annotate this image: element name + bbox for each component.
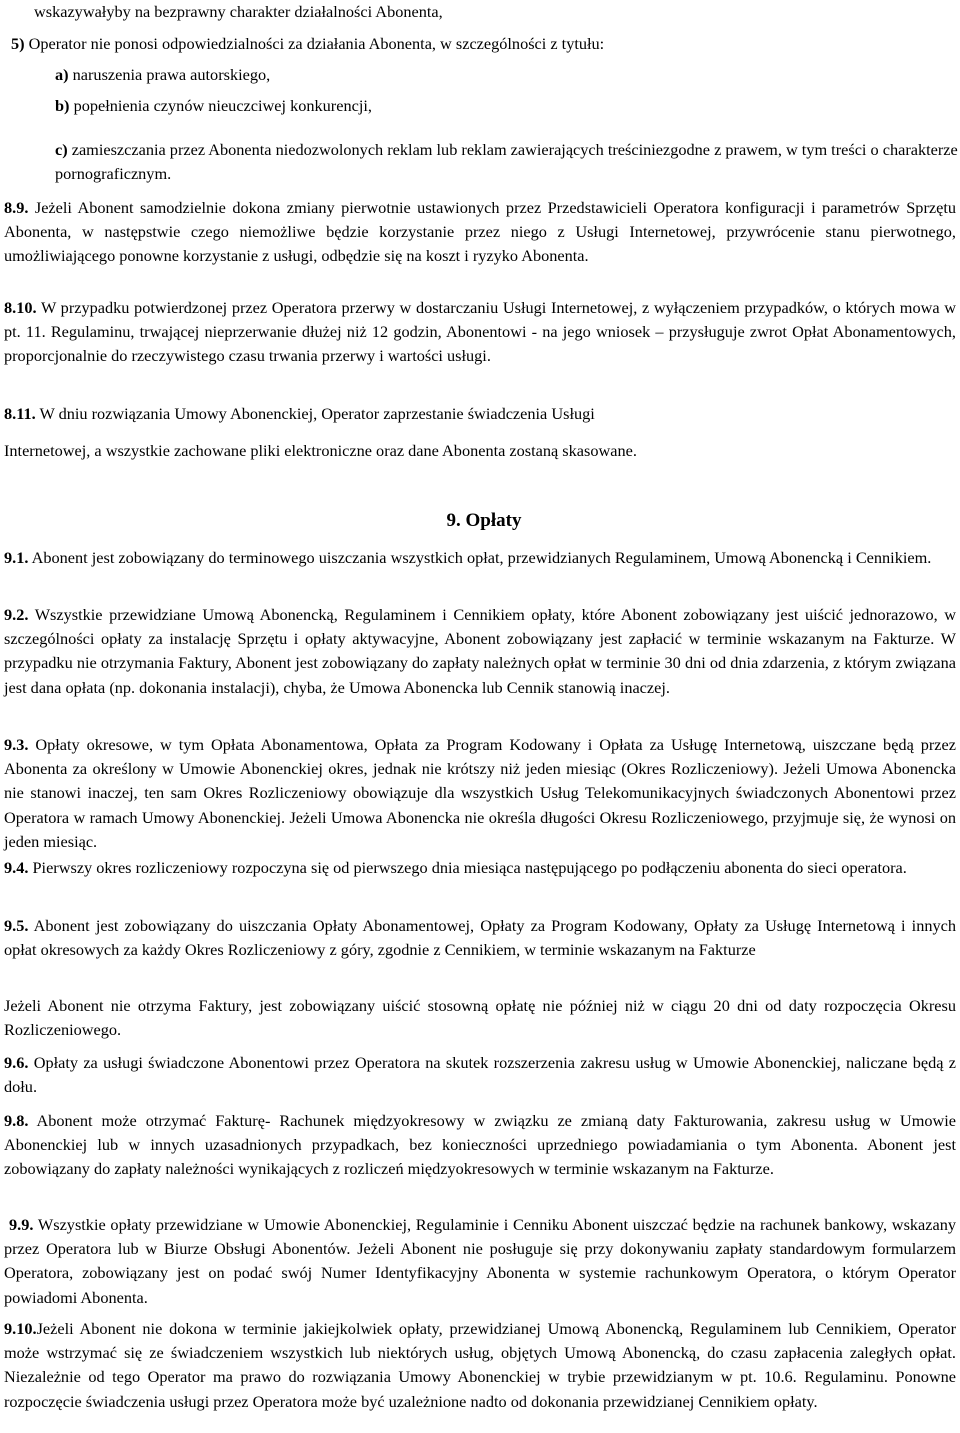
clause-number: 8.11.	[4, 404, 36, 423]
item-letter: c)	[55, 140, 68, 159]
clause-text: W dniu rozwiązania Umowy Abonenckiej, Operator zaprzestanie świadczenia Usługi	[39, 404, 595, 423]
clause-text: Pierwszy okres rozliczeniowy rozpoczyna się od pierwszego dnia miesiąca następującego po podłączeniu abonenta do sieci operatora.	[32, 858, 907, 877]
clause-text: Opłaty za usługi świadczone Abonentowi przez Operatora na skutek rozszerzenia zakresu usług w Umowie Abonenckiej, naliczane będą z dołu.	[4, 1053, 956, 1097]
clause-number: 9.4.	[4, 858, 29, 877]
list-item	[55, 94, 955, 118]
clause-number: 9.8.	[4, 1111, 29, 1130]
item-text: zamieszczania przez Abonenta niedozwolonych reklam lub reklam zawierających treściniezgodne z prawem, w tym treści o charakterze pornograficznym.	[55, 140, 958, 184]
clause-text: Jeżeli Abonent samodzielnie dokona zmiany pierwotnie ustawionych przez Przedstawicieli Operatora konfiguracji i parametrów Sprzętu Abonenta, w następstwie czego niemożliwe będzie korzystanie przez niego z Usługi Internetowej, przywrócenie stanu pierwotnego, umożliwiającego ponowne korzystanie z usługi, odbędzie się na koszt i ryzyko Abonenta.	[4, 198, 956, 266]
paragraph	[4, 994, 956, 1042]
clause-text: W przypadku potwierdzonej przez Operatora przerwy w dostarczaniu Usługi Internetowej, z wyłączeniem przypadków, o których mowa w pt. 11. Regulaminu, trwającej nieprzerwanie dłużej niż 12 godzin, Abonentowi - na jego wniosek – przysługuje zwrot Opłat Abonamentowych, proporcjonalnie do rzeczywistego czasu trwania przerwy i wartości usługi.	[4, 298, 956, 366]
paragraph-text: Jeżeli Abonent nie otrzyma Faktury, jest zobowiązany uiścić stosowną opłatę nie później niż w ciągu 20 dni od daty rozpoczęcia Okresu Rozliczeniowego.	[4, 996, 956, 1040]
list-item	[11, 32, 956, 56]
item-letter: b)	[55, 96, 70, 115]
clause-9-1	[4, 546, 956, 570]
clause-number: 9.9.	[9, 1215, 34, 1234]
clause-text: Abonent może otrzymać Fakturę- Rachunek międzyokresowy w związku ze zmianą daty Fakturowania, zakresu usług w Umowie Abonenckiej lub w innych uzasadnionych przypadkach, bez konieczności uprzedniego powiadamiania o tym Abonenta. Abonent jest zobowiązany do zapłaty należności wynikających z rozliczeń międzyokresowych w terminie wskazanym na Fakturze.	[4, 1111, 957, 1179]
clause-number: 8.9.	[4, 198, 29, 217]
clause-number: 9.10.	[4, 1319, 37, 1338]
clause-9-4	[4, 856, 956, 880]
clause-number: 8.10.	[4, 298, 37, 317]
clause-8-9	[4, 196, 956, 269]
clause-8-10	[4, 296, 956, 369]
clause-number: 9.3.	[4, 735, 29, 754]
paragraph-text: Internetowej, a wszystkie zachowane pliki elektroniczne oraz dane Abonenta zostaną skasowane.	[4, 441, 637, 460]
clause-text: Opłaty okresowe, w tym Opłata Abonamentowa, Opłata za Program Kodowany i Opłata za Usługę Internetową, uiszczane będą przez Abonenta za określony w Umowie Abonenckiej okres, jednak nie krótszy niż jeden miesiąc (Okres Rozliczeniowy). Jeżeli Umowa Abonencka nie stanowi inaczej, ten sam Okres Rozliczeniowy obowiązuje dla wszystkich Usług Telekomunikacyjnych świadczonych Abonentowi przez Operatora w ramach Umowy Abonenckiej. Jeżeli Umowa Abonencka nie określa długości Okresu Rozliczeniowego, przyjmuje się, że wynosi on jeden miesiąc.	[4, 735, 956, 851]
clause-number: 9.5.	[4, 916, 29, 935]
section-heading: 9. Opłaty	[446, 510, 522, 531]
clause-text: Abonent jest zobowiązany do uiszczania Opłaty Abonamentowej, Opłaty za Program Kodowany, Opłaty za Usługę Internetową i innych opłat okresowych za każdy Okres Rozliczeniowy z góry, zgodnie z Cennikiem, w terminie wskazanym na Fakturze	[4, 916, 956, 960]
item-text: naruszenia prawa autorskiego,	[72, 65, 271, 84]
clause-9-10	[4, 1317, 956, 1414]
item-letter: a)	[55, 65, 69, 84]
list-item	[55, 138, 960, 186]
clause-9-5	[4, 914, 956, 962]
paragraph-text: wskazywałyby na bezprawny charakter działalności Abonenta,	[34, 2, 443, 21]
clause-number: 9.1.	[4, 548, 29, 567]
clause-8-11	[4, 402, 956, 426]
clause-9-3	[4, 733, 956, 854]
clause-9-8	[4, 1109, 956, 1182]
clause-9-9	[4, 1213, 956, 1310]
list-item	[55, 63, 955, 87]
clause-9-6	[4, 1051, 956, 1099]
clause-text: Jeżeli Abonent nie dokona w terminie jakiejkolwiek opłaty, przewidzianej Umową Abonencką, Regulaminem lub Cennikiem, Operator może wstrzymać się ze świadczeniem wszystkich lub niektórych usług, objętych Umową Abonencką, do czasu zapłacenia zaległych opłat. Niezależnie od tego Operator ma prawo do rozwiązania Umowy Abonenckiej w trybie przewidzianym w pt. 10.6. Regulaminu. Ponowne rozpoczęcie świadczenia usługi przez Operatora może być uzależnione nadto od dokonania przewidzianej Cennikiem opłaty.	[4, 1319, 956, 1411]
paragraph	[34, 0, 956, 24]
clause-number: 9.6.	[4, 1053, 29, 1072]
item-number: 5)	[11, 34, 25, 53]
clause-number: 9.2.	[4, 605, 29, 624]
clause-text: Abonent jest zobowiązany do terminowego uiszczania wszystkich opłat, przewidzianych Regulaminem, Umową Abonencką i Cennikiem.	[31, 548, 932, 567]
clause-text: Wszystkie przewidziane Umową Abonencką, Regulaminem i Cennikiem opłaty, które Abonent zobowiązany jest uiścić jednorazowo, w szczególności opłaty za instalację Sprzętu i opłaty aktywacyjne, Abonent zobowiązany jest zapłacić w terminie wskazanym na Fakturze. W przypadku nie otrzymania Faktury, Abonent jest zobowiązany do zapłaty należnych opłat w terminie 30 dni od dnia zdarzenia, z którym związana jest dana opłata (np. dokonania instalacji), chyba, że Umowa Abonencka lub Cennik stanowią inaczej.	[4, 605, 956, 697]
item-text: popełnienia czynów nieuczciwej konkurencji,	[73, 96, 372, 115]
clause-text: Wszystkie opłaty przewidziane w Umowie Abonenckiej, Regulaminie i Cenniku Abonent uiszczać będzie na rachunek bankowy, wskazany przez Operatora lub w Biurze Obsługi Abonentów. Jeżeli Abonent nie posługuje się przy dokonywaniu zapłaty standardowym formularzem Operatora, zobowiązany jest on podać swój Numer Identyfikacyjny Abonenta w systemie rachunkowym Operatora, o którym Operator powiadomi Abonenta.	[4, 1215, 957, 1307]
clause-9-2	[4, 603, 956, 700]
paragraph	[4, 439, 956, 463]
item-text: Operator nie ponosi odpowiedzialności za działania Abonenta, w szczególności z tytułu:	[28, 34, 605, 53]
